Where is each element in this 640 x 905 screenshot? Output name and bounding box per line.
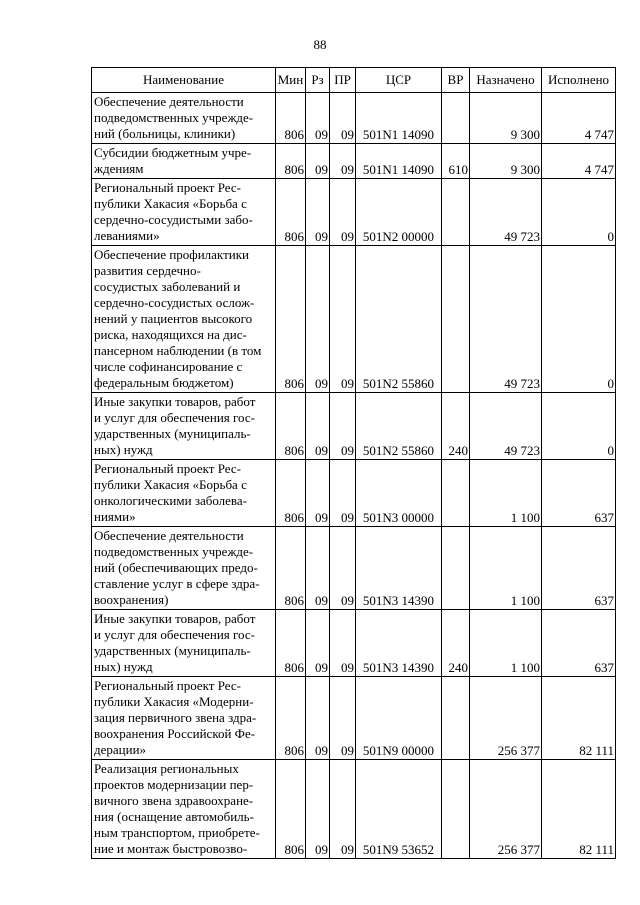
- row-min: 806: [276, 760, 306, 859]
- row-rz: 09: [306, 246, 330, 393]
- row-rz: 09: [306, 610, 330, 677]
- header-assigned: Назначено: [470, 68, 542, 93]
- row-pr: 09: [330, 144, 356, 179]
- budget-table: [91, 67, 616, 859]
- row-name: Субсидии бюджетным учре- ждениям: [92, 144, 276, 179]
- row-assigned: 49 723: [470, 179, 542, 246]
- row-pr: 09: [330, 179, 356, 246]
- row-pr: 09: [330, 93, 356, 144]
- table-row: [92, 460, 616, 527]
- row-min: 806: [276, 179, 306, 246]
- table-row: [92, 610, 616, 677]
- header-rz: Рз: [306, 68, 330, 93]
- row-rz: 09: [306, 393, 330, 460]
- row-pr: 09: [330, 527, 356, 610]
- row-assigned: 9 300: [470, 144, 542, 179]
- row-min: 806: [276, 93, 306, 144]
- table-row: [92, 93, 616, 144]
- row-vr: 610: [442, 144, 470, 179]
- row-assigned: 256 377: [470, 760, 542, 859]
- row-min: 806: [276, 144, 306, 179]
- row-pr: 09: [330, 677, 356, 760]
- row-pr: 09: [330, 460, 356, 527]
- row-name: Иные закупки товаров, работ и услуг для обеспечения гос- ударственных (муниципаль- ных) нужд: [92, 610, 276, 677]
- row-rz: 09: [306, 460, 330, 527]
- row-rz: 09: [306, 144, 330, 179]
- row-vr: 240: [442, 393, 470, 460]
- row-vr: [442, 460, 470, 527]
- row-vr: [442, 760, 470, 859]
- row-pr: 09: [330, 760, 356, 859]
- row-rz: 09: [306, 760, 330, 859]
- row-name: Региональный проект Рес- публики Хакасия «Борьба с сердечно-сосудистыми забо- леваниями»: [92, 179, 276, 246]
- row-executed: 637: [542, 460, 616, 527]
- row-executed: 4 747: [542, 93, 616, 144]
- row-name: Обеспечение профилактики развития сердечно- сосудистых заболеваний и сердечно-сосудистых ослож- нений у пациентов высокого риска, находящихся на дис- пансерном наблюдении (в том числе софинансирование с федеральным бюджетом): [92, 246, 276, 393]
- row-vr: [442, 179, 470, 246]
- table-row: [92, 179, 616, 246]
- table-row: [92, 677, 616, 760]
- header-name: Наименование: [92, 68, 276, 93]
- row-vr: [442, 527, 470, 610]
- row-executed: 82 111: [542, 760, 616, 859]
- table-row: [92, 246, 616, 393]
- row-min: 806: [276, 527, 306, 610]
- row-vr: [442, 677, 470, 760]
- row-name: Иные закупки товаров, работ и услуг для обеспечения гос- ударственных (муниципаль- ных) нужд: [92, 393, 276, 460]
- row-csr: 501N3 14390: [356, 610, 442, 677]
- row-name: Обеспечение деятельности подведомственных учрежде- ний (больницы, клиники): [92, 93, 276, 144]
- row-executed: 0: [542, 246, 616, 393]
- header-pr: ПР: [330, 68, 356, 93]
- row-name: Реализация региональных проектов модернизации пер- вичного звена здравоохране- ния (оснащение автомобиль- ным транспортом, приобрете- ние и монтаж быстровозво-: [92, 760, 276, 859]
- row-min: 806: [276, 677, 306, 760]
- table-row: [92, 144, 616, 179]
- table-row: [92, 760, 616, 859]
- header-executed: Исполнено: [542, 68, 616, 93]
- row-csr: 501N1 14090: [356, 144, 442, 179]
- row-assigned: 49 723: [470, 246, 542, 393]
- row-pr: 09: [330, 393, 356, 460]
- row-assigned: 1 100: [470, 527, 542, 610]
- row-rz: 09: [306, 677, 330, 760]
- header-vr: ВР: [442, 68, 470, 93]
- row-rz: 09: [306, 527, 330, 610]
- row-assigned: 49 723: [470, 393, 542, 460]
- row-executed: 0: [542, 179, 616, 246]
- row-csr: 501N2 00000: [356, 179, 442, 246]
- row-assigned: 1 100: [470, 610, 542, 677]
- row-csr: 501N9 53652: [356, 760, 442, 859]
- table-row: [92, 527, 616, 610]
- row-assigned: 1 100: [470, 460, 542, 527]
- row-name: Региональный проект Рес- публики Хакасия «Модерни- зация первичного звена здра- воохранения Российской Фе- дерации»: [92, 677, 276, 760]
- row-executed: 4 747: [542, 144, 616, 179]
- row-csr: 501N9 00000: [356, 677, 442, 760]
- page-number: 88: [313, 37, 327, 52]
- row-assigned: 256 377: [470, 677, 542, 760]
- row-executed: 0: [542, 393, 616, 460]
- row-pr: 09: [330, 246, 356, 393]
- row-vr: [442, 246, 470, 393]
- header-min: Мин: [276, 68, 306, 93]
- row-name: Региональный проект Рес- публики Хакасия «Борьба с онкологическими заболева- ниями»: [92, 460, 276, 527]
- row-min: 806: [276, 246, 306, 393]
- row-csr: 501N3 00000: [356, 460, 442, 527]
- header-csr: ЦСР: [356, 68, 442, 93]
- row-name: Обеспечение деятельности подведомственных учрежде- ний (обеспечивающих предо- ставление услуг в сфере здра- воохранения): [92, 527, 276, 610]
- row-csr: 501N3 14390: [356, 527, 442, 610]
- row-min: 806: [276, 610, 306, 677]
- row-rz: 09: [306, 179, 330, 246]
- row-csr: 501N1 14090: [356, 93, 442, 144]
- row-min: 806: [276, 460, 306, 527]
- row-assigned: 9 300: [470, 93, 542, 144]
- row-vr: [442, 93, 470, 144]
- row-executed: 82 111: [542, 677, 616, 760]
- row-pr: 09: [330, 610, 356, 677]
- row-vr: 240: [442, 610, 470, 677]
- row-min: 806: [276, 393, 306, 460]
- row-rz: 09: [306, 93, 330, 144]
- row-csr: 501N2 55860: [356, 246, 442, 393]
- table-row: [92, 393, 616, 460]
- row-executed: 637: [542, 610, 616, 677]
- row-csr: 501N2 55860: [356, 393, 442, 460]
- table-header-row: [92, 68, 616, 93]
- row-executed: 637: [542, 527, 616, 610]
